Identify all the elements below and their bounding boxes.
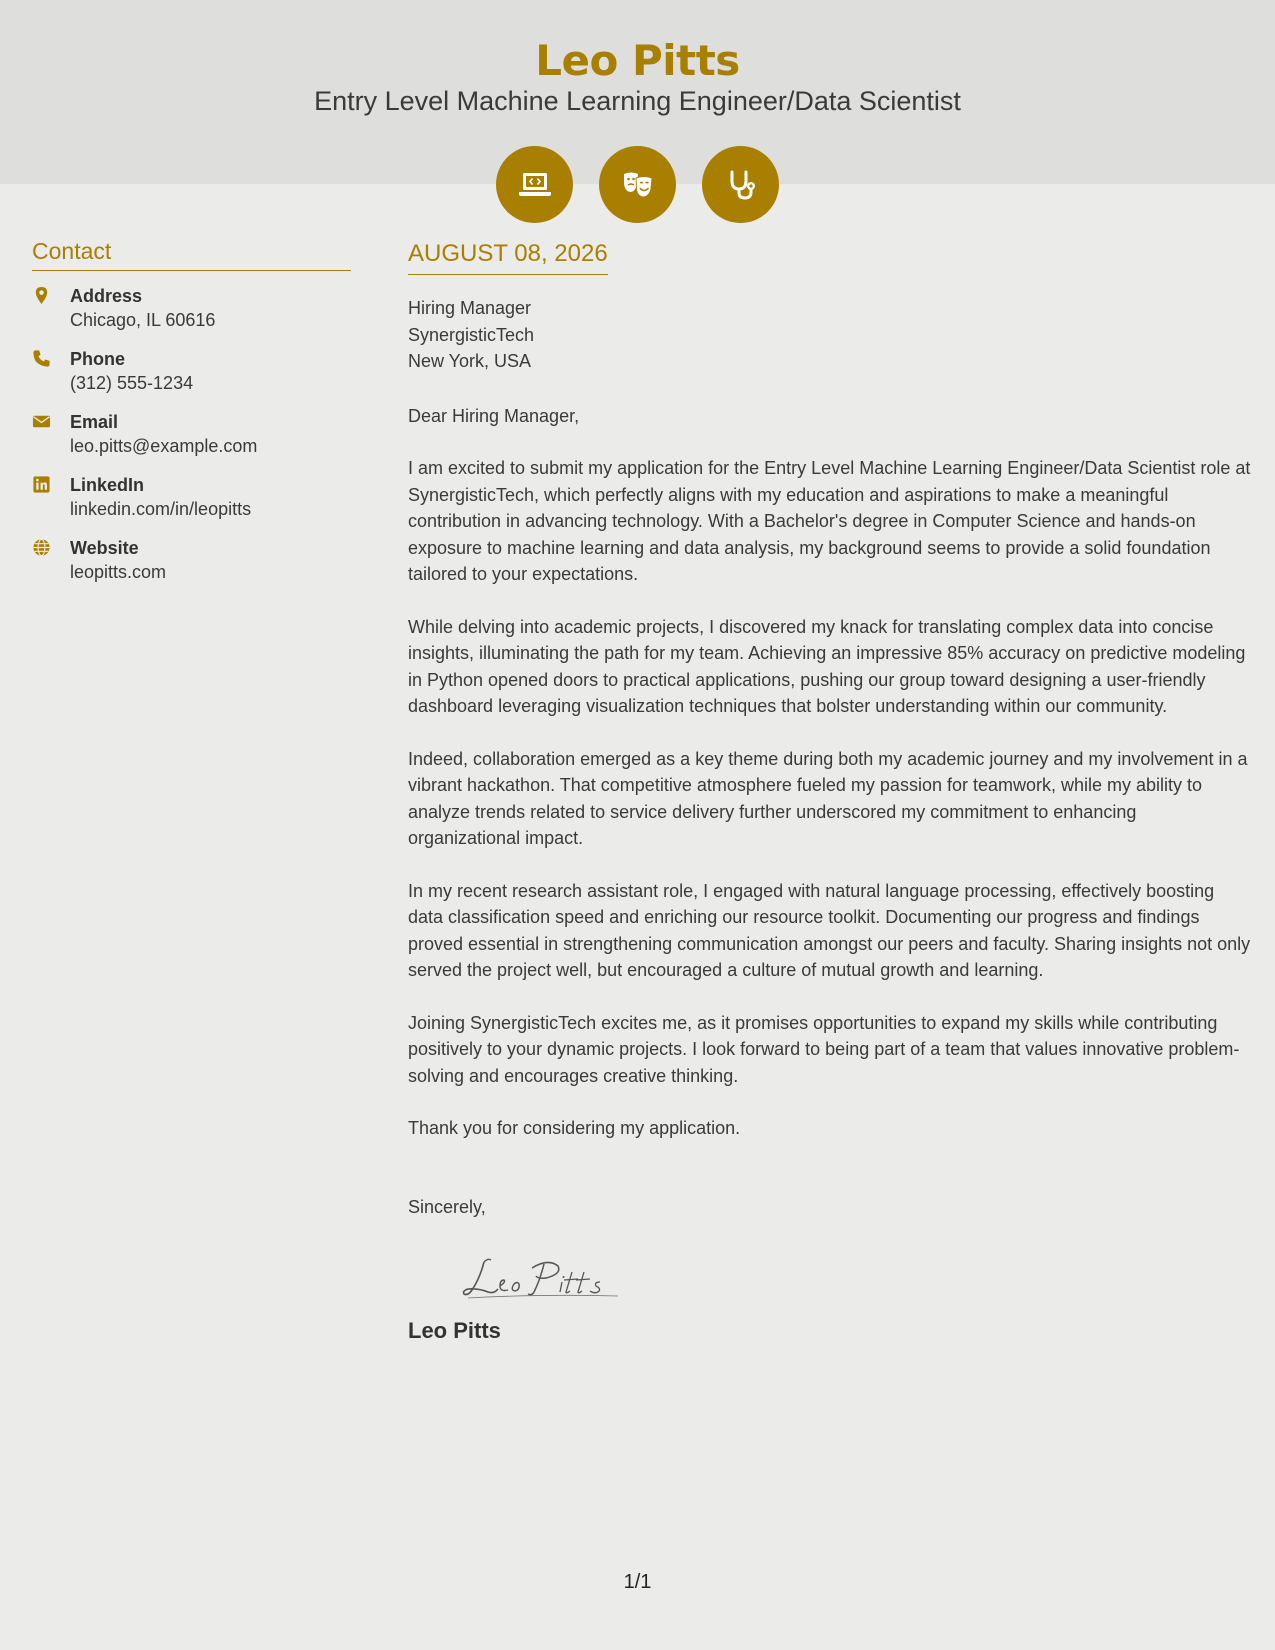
contact-label: Email: [70, 412, 119, 432]
recipient-block: [408, 295, 1253, 375]
closing: Sincerely,: [408, 1196, 486, 1217]
recipient-line: SynergisticTech: [408, 324, 535, 345]
contact-label: Website: [70, 538, 139, 558]
contact-value[interactable]: leopitts.com: [70, 562, 167, 582]
contact-item-phone: [32, 347, 351, 395]
contact-value[interactable]: linkedin.com/in/leopitts: [70, 499, 252, 519]
contact-label: Phone: [70, 349, 126, 369]
interest-badge-masks: [599, 146, 676, 223]
contact-item-linkedin: [32, 473, 351, 521]
interest-badge-stethoscope: [702, 146, 779, 223]
interest-badge-laptop: [496, 146, 573, 223]
letter-date: AUGUST 08, 2026: [408, 240, 608, 275]
linkedin-icon: [32, 475, 51, 494]
recipient-line: New York, USA: [408, 351, 532, 371]
letter-body: [408, 240, 1253, 1344]
map-pin-icon: [32, 286, 51, 305]
letter-paragraph: Indeed, collaboration emerged as a key theme during both my academic journey and my involvement in a vibrant hackathon. That competitive atmosphere fueled my passion for teamwork, while my ability to analyze trends related to service delivery further underscored my commitment to enhancing organizational impact.: [408, 748, 1248, 848]
letter-paragraph: Thank you for considering my application.: [408, 1118, 741, 1138]
letter-paragraph: I am excited to submit my application for the Entry Level Machine Learning Engineer/Data Scientist role at SynergisticTech, which perfectly aligns with my education and aspirations to make a meaningful contribution in advancing technology. With a Bachelor's degree in Computer Science and hands-on exposure to machine learning and data analysis, my background seems to provide a solid foundation tailored to your expectations.: [408, 458, 1251, 584]
globe-icon: [32, 538, 51, 557]
letter-paragraph: Joining SynergisticTech excites me, as it promises opportunities to expand my skills while contributing positively to your dynamic projects. I look forward to being part of a team that values innovative problem-solving and encourages creative thinking.: [408, 1012, 1240, 1086]
envelope-icon: [32, 412, 51, 431]
letter-paragraph: In my recent research assistant role, I engaged with natural language processing, effectively boosting data classification speed and enriching our resource toolkit. Documenting our progress and findings proved essential in strengthening communication amongst our peers and faculty. Sharing insights not only served the project well, but encouraged a culture of mutual growth and learning.: [408, 880, 1251, 980]
contact-label: LinkedIn: [70, 475, 145, 495]
contact-value: Chicago, IL 60616: [70, 310, 216, 330]
signature-drawing: [458, 1248, 628, 1308]
contact-item-website: [32, 536, 351, 584]
signature-image: [458, 1248, 1253, 1308]
stethoscope-icon: [721, 165, 761, 205]
page-number: 1/1: [623, 1571, 652, 1593]
salutation: Dear Hiring Manager,: [408, 405, 580, 426]
signed-name: Leo Pitts: [408, 1318, 501, 1343]
contact-section: [32, 238, 351, 599]
job-title: Entry Level Machine Learning Engineer/Data Scientist: [314, 86, 961, 116]
contact-value: (312) 555-1234: [70, 373, 194, 393]
letter-paragraph: While delving into academic projects, I discovered my knack for translating complex data into concise insights, illuminating the path for my team. Achieving an impressive 85% accuracy on predictive modeling in Python opened doors to practical applications, pushing our group toward designing a user-friendly dashboard leveraging visualization techniques that bolster understanding within our community.: [408, 616, 1246, 716]
theater-masks-icon: [618, 165, 658, 205]
contact-item-email: [32, 410, 351, 458]
recipient-line: Hiring Manager: [408, 298, 532, 318]
contact-heading: Contact: [32, 238, 351, 271]
contact-label: Address: [70, 286, 143, 306]
contact-value[interactable]: leo.pitts@example.com: [70, 436, 258, 456]
candidate-name: Leo Pitts: [535, 36, 740, 85]
contact-item-address: [32, 284, 351, 332]
laptop-code-icon: [515, 165, 555, 205]
interest-icons: [0, 146, 1275, 223]
phone-icon: [32, 349, 51, 368]
